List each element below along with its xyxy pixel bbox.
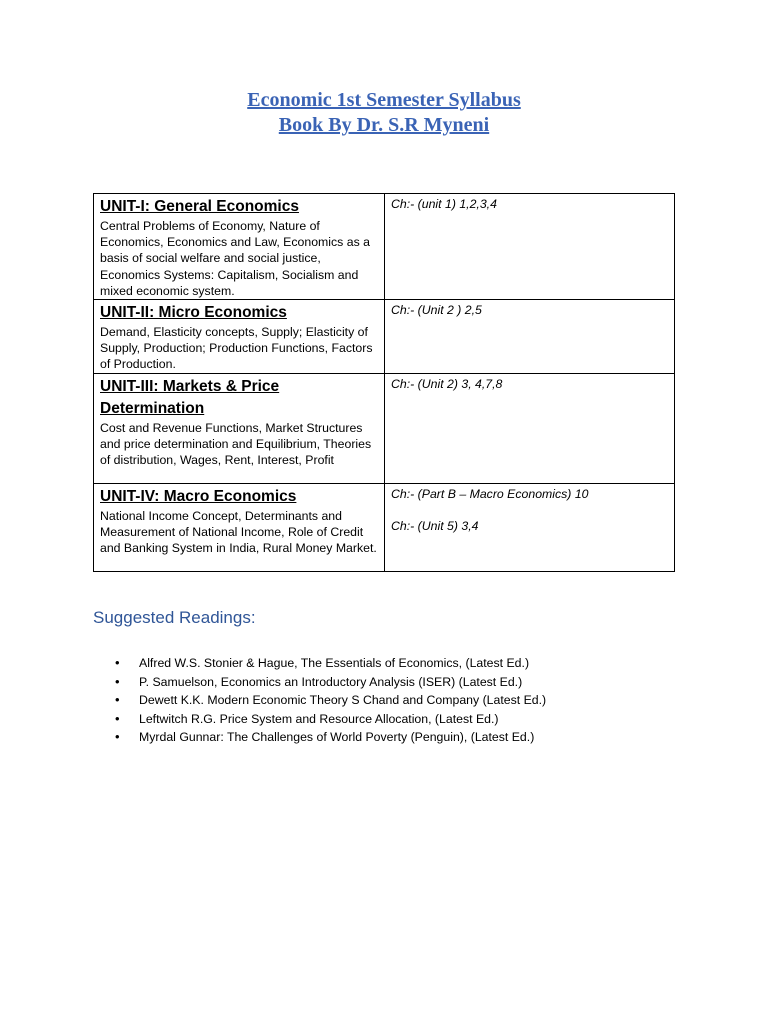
unit-description: Demand, Elasticity concepts, Supply; Elasticity of Supply, Production; Production Functions, Factors of Production. bbox=[100, 325, 373, 372]
unit-title: UNIT-II: Micro Economics bbox=[100, 304, 287, 322]
table-row bbox=[94, 300, 675, 374]
document-title bbox=[0, 88, 768, 138]
table-row bbox=[94, 373, 675, 483]
unit-description: Central Problems of Economy, Nature of Economics, Economics and Law, Economics as a basis of social welfare and social justice, Economics Systems: Capitalism, Socialism and mixed economic system. bbox=[100, 219, 370, 298]
list-item: • Myrdal Gunnar: The Challenges of World Poverty (Penguin), (Latest Ed.) bbox=[93, 728, 546, 747]
unit-description: Cost and Revenue Functions, Market Structures and price determination and Equilibrium, Theories of distribution, Wages, Rent, Interest, Profit bbox=[100, 420, 372, 468]
chapter-cell bbox=[385, 194, 675, 300]
chapter-reference: Ch:- (Part B – Macro Economics) 10 bbox=[391, 486, 589, 501]
list-item: • Leftwitch R.G. Price System and Resource Allocation, (Latest Ed.) bbox=[93, 710, 546, 729]
unit-title: UNIT-IV: Macro Economics bbox=[100, 487, 297, 505]
chapter-reference: Ch:- (unit 1) 1,2,3,4 bbox=[391, 197, 497, 211]
syllabus-table bbox=[93, 193, 675, 572]
list-item: • Alfred W.S. Stonier & Hague, The Essentials of Economics, (Latest Ed.) bbox=[93, 654, 546, 673]
unit-title: UNIT-I: General Economics bbox=[100, 198, 299, 215]
table-row bbox=[94, 194, 675, 300]
chapter-reference: Ch:- (Unit 2) 3, 4,7,8 bbox=[391, 376, 503, 391]
table-row bbox=[94, 483, 675, 571]
chapter-cell bbox=[385, 373, 675, 483]
unit-title: UNIT-III: Markets & Price Determination bbox=[100, 377, 280, 417]
title-line-1: Economic 1st Semester Syllabus bbox=[247, 89, 521, 111]
chapter-cell bbox=[385, 300, 675, 374]
unit-cell bbox=[94, 194, 385, 300]
unit-cell bbox=[94, 373, 385, 483]
title-line-2: Book By Dr. S.R Myneni bbox=[278, 114, 490, 136]
suggested-readings-heading: Suggested Readings: bbox=[93, 608, 256, 627]
unit-cell bbox=[94, 483, 385, 571]
readings-list bbox=[93, 654, 546, 747]
chapter-reference: Ch:- (Unit 5) 3,4 bbox=[391, 518, 479, 533]
chapter-cell bbox=[385, 483, 675, 571]
list-item: • Dewett K.K. Modern Economic Theory S Chand and Company (Latest Ed.) bbox=[93, 691, 546, 710]
unit-description: National Income Concept, Determinants and Measurement of National Income, Role of Credit and Banking System in India, Rural Money Market. bbox=[100, 508, 377, 556]
chapter-reference: Ch:- (Unit 2 ) 2,5 bbox=[391, 303, 482, 318]
unit-cell bbox=[94, 300, 385, 374]
list-item: • P. Samuelson, Economics an Introductory Analysis (ISER) (Latest Ed.) bbox=[93, 673, 546, 692]
